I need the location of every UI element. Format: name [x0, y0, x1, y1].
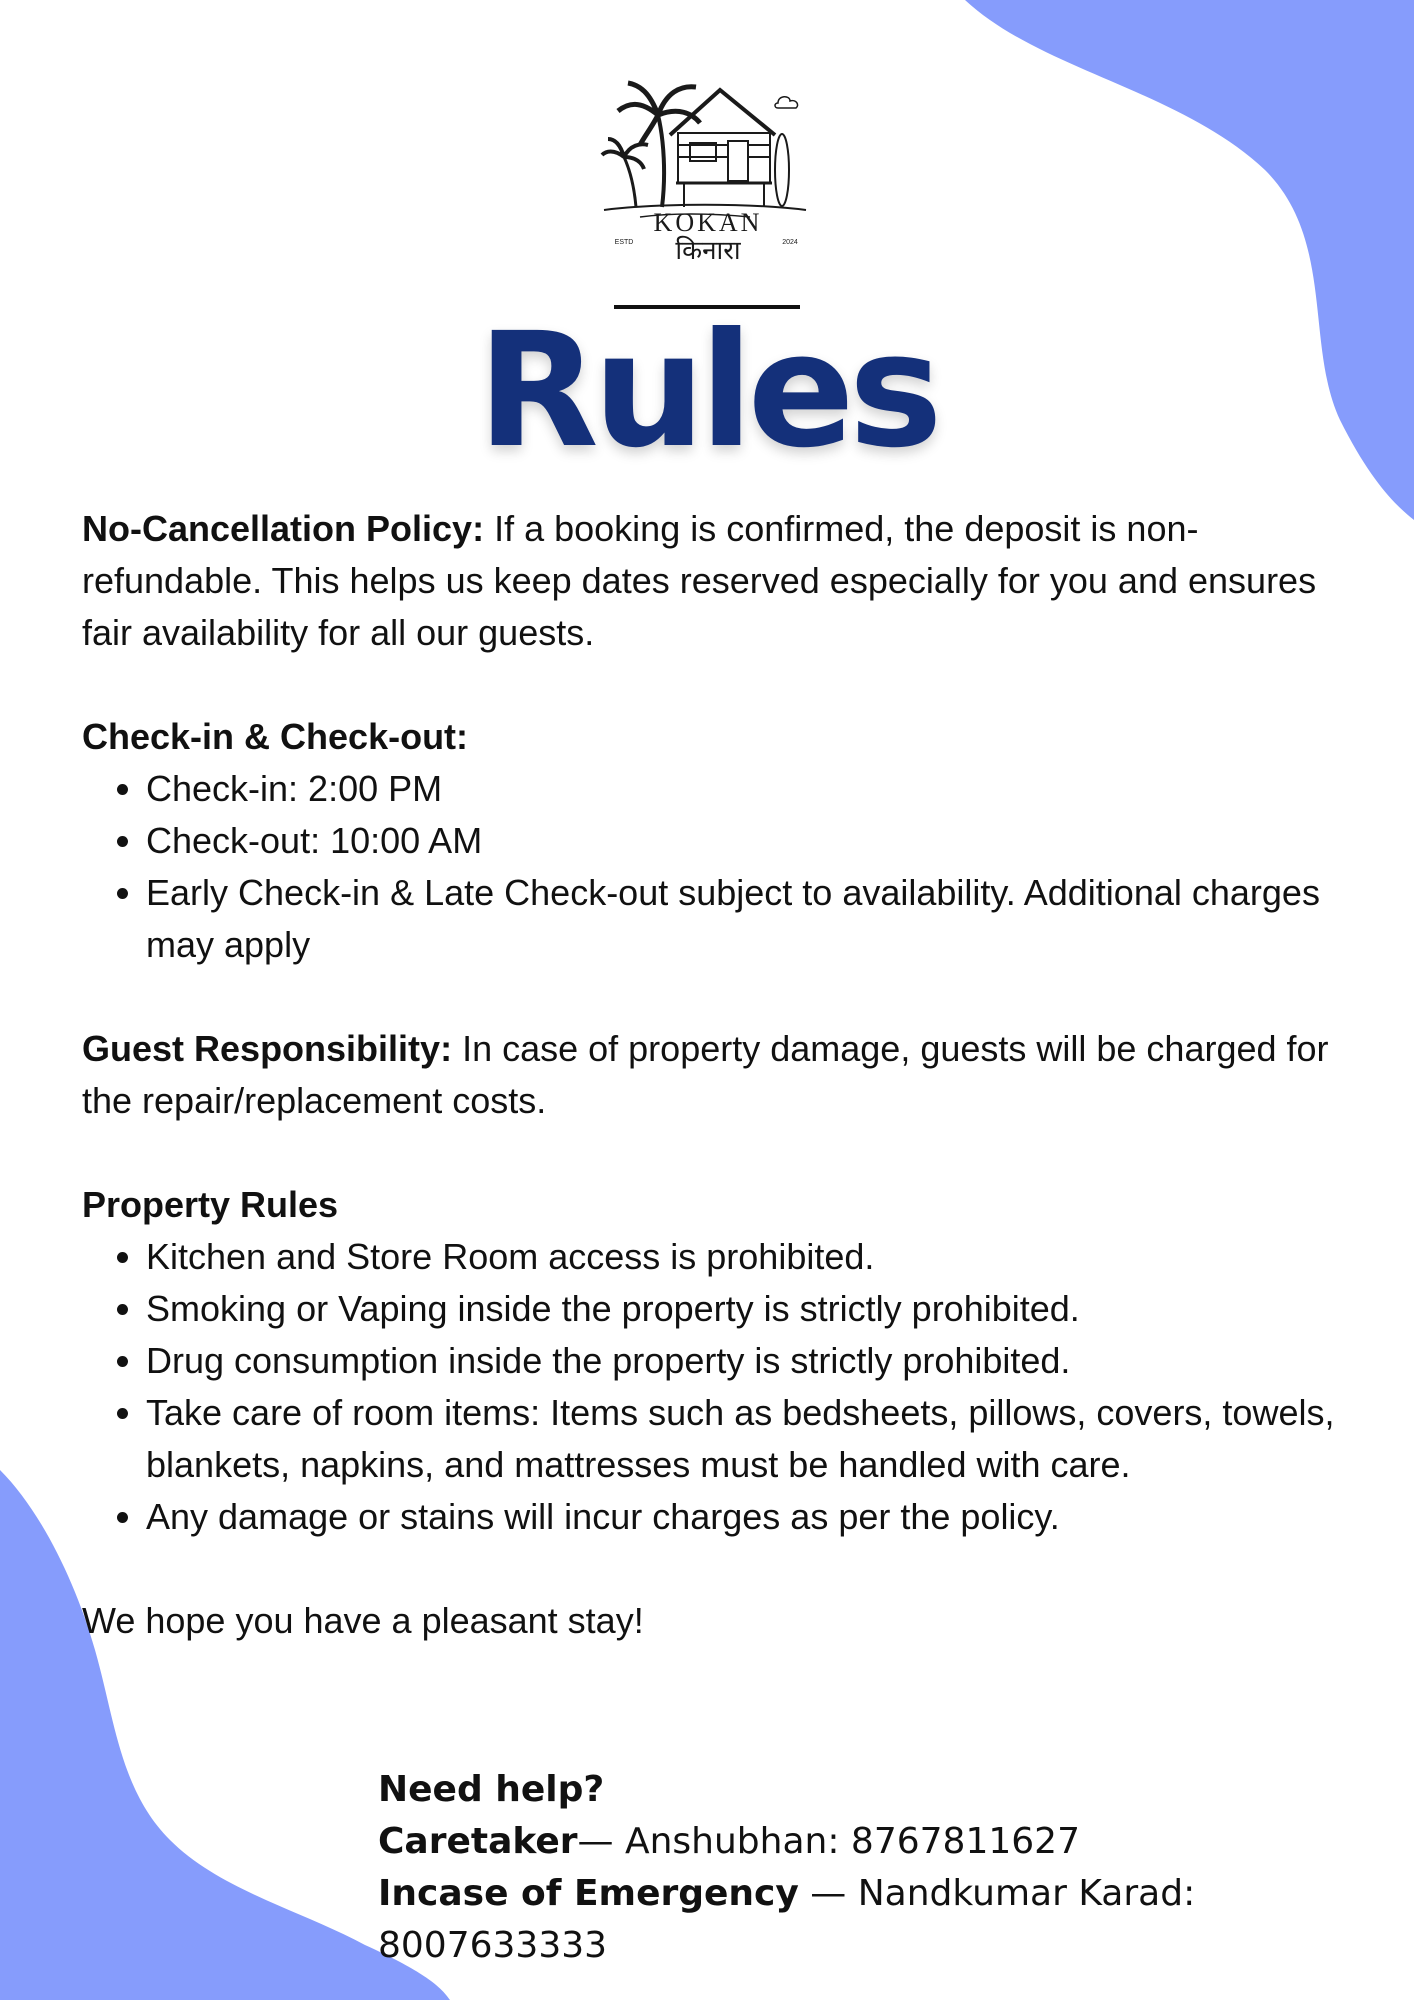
- caretaker-contact: [378, 1816, 1408, 1868]
- logo-subtitle: किनारा: [675, 236, 741, 266]
- logo-name: KOKAN: [653, 208, 763, 237]
- list-item: • Take care of room items: Items such as bedsheets, pillows, covers, towels, blankets, napkins, and mattresses must be handled with care.: [146, 1387, 1352, 1491]
- property-rules-list: [82, 1231, 1352, 1543]
- emergency-value: — Nandkumar Karad: 8007633333: [378, 1873, 1196, 1966]
- help-contacts: [378, 1764, 1408, 1972]
- list-item: • Kitchen and Store Room access is prohibited.: [146, 1231, 1352, 1283]
- logo-estd: ESTD: [614, 239, 634, 246]
- checkin-heading: Check-in & Check-out:: [82, 716, 469, 757]
- responsibility-text: In case of property damage, guests will be charged for the repair/replacement costs.: [82, 1028, 1329, 1121]
- closing-message: We hope you have a pleasant stay!: [82, 1600, 644, 1641]
- caretaker-label: Caretaker: [378, 1821, 578, 1862]
- property-rules-heading: Property Rules: [82, 1184, 339, 1225]
- emergency-contact: [378, 1868, 1408, 1972]
- list-item: • Check-in: 2:00 PM: [146, 763, 1352, 815]
- list-item: • Early Check-in & Late Check-out subject to availability. Additional charges may apply: [146, 867, 1352, 971]
- checkin-list: [82, 763, 1352, 971]
- guest-responsibility: [82, 1023, 1352, 1127]
- list-item: • Smoking or Vaping inside the property is strictly prohibited.: [146, 1283, 1352, 1335]
- page-title: Rules: [477, 299, 937, 483]
- emergency-label: Incase of Emergency: [378, 1873, 799, 1914]
- help-heading: Need help?: [378, 1769, 605, 1810]
- logo-year: 2024: [782, 239, 798, 246]
- cancellation-heading: No-Cancellation Policy:: [82, 508, 485, 549]
- cancellation-text: If a booking is confirmed, the deposit is non-refundable. This helps us keep dates reserved especially for you and ensures fair availability for all our guests.: [82, 508, 1317, 653]
- list-item: • Any damage or stains will incur charges as per the policy.: [146, 1491, 1352, 1543]
- beach-hut-palm-icon: [602, 83, 806, 217]
- cancellation-policy: [82, 503, 1352, 659]
- rules-content: [82, 503, 1352, 1647]
- responsibility-heading: Guest Responsibility:: [82, 1028, 453, 1069]
- kokan-kinara-logo: [600, 45, 810, 275]
- caretaker-value: — Anshubhan: 8767811627: [577, 1821, 1080, 1862]
- list-item: • Drug consumption inside the property is strictly prohibited.: [146, 1335, 1352, 1387]
- list-item: • Check-out: 10:00 AM: [146, 815, 1352, 867]
